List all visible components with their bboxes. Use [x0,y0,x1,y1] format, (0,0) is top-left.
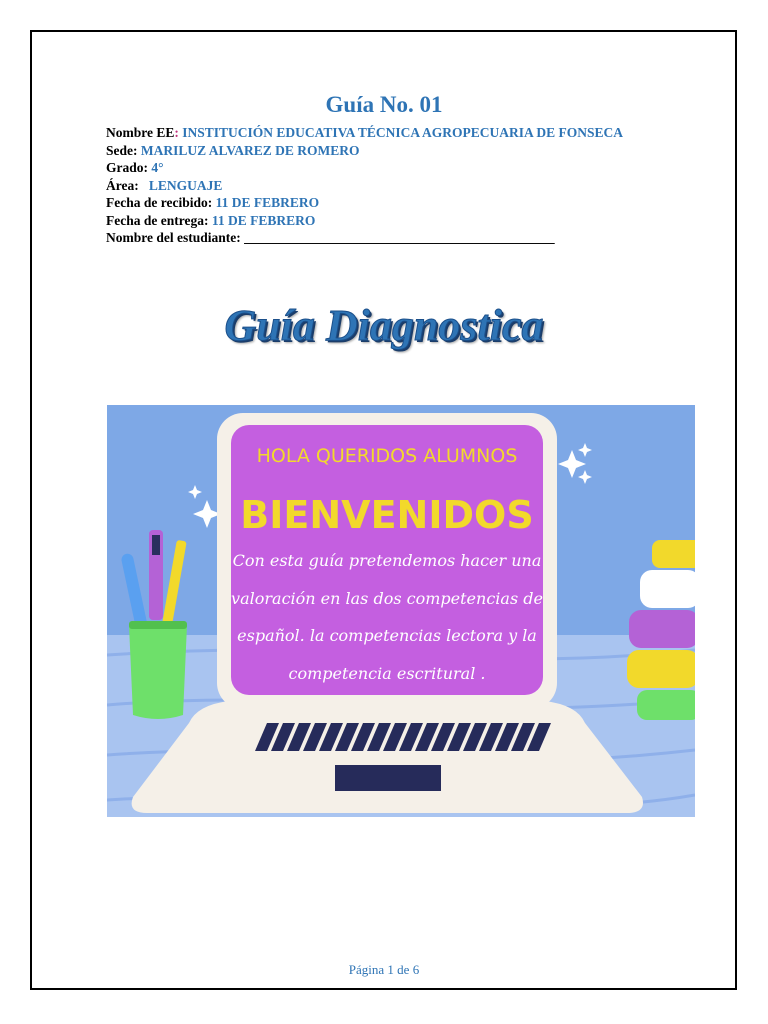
label-received: Fecha de recibido: [106,195,213,210]
info-block [106,124,646,247]
info-row-grade [106,159,646,177]
info-row-delivery [106,212,646,230]
message-line-2: valoración en las dos competencias de [231,589,543,608]
guide-title: Guía No. 01 [325,92,443,117]
label-sede: Sede: [106,142,138,158]
label-institution-sep: : [174,125,179,140]
label-institution: Nombre EE [106,125,175,140]
welcome-text: BIENVENIDOS [240,493,534,537]
info-row-student [106,229,646,247]
info-row-institution [106,124,646,142]
laptop-touchpad [335,765,441,791]
value-grade: 4° [148,160,164,175]
welcome-banner [107,405,695,817]
page-number: Página 1 de 6 [348,962,420,977]
info-row-received [106,194,646,212]
value-received: 11 DE FEBRERO [212,195,320,210]
greeting-text: HOLA QUERIDOS ALUMNOS [256,445,518,467]
laptop-base [132,701,643,813]
info-row-area [106,177,646,195]
diagnostic-title: Guía Diagnostica [224,301,544,350]
value-delivery: 11 DE FEBRERO [208,212,316,228]
message-line-3: español. la competencias lectora y la [237,626,537,645]
label-delivery: Fecha de entrega: [106,212,209,228]
value-sede: MARILUZ ALVAREZ DE ROMERO [137,142,360,158]
message-line-1: Con esta guía pretendemos hacer una [232,551,542,570]
label-grade: Grado: [106,160,148,175]
value-institution: INSTITUCIÓN EDUCATIVA TÉCNICA AGROPECUARIA DE FONSECA [178,125,623,140]
label-area: Área: [106,177,139,193]
message-line-4: competencia escritural . [288,664,486,683]
value-area: LENGUAJE [138,177,223,193]
info-row-sede [106,142,646,160]
student-name-line[interactable]: ______________________________________________ [240,230,555,245]
label-student: Nombre del estudiante: [106,230,241,245]
